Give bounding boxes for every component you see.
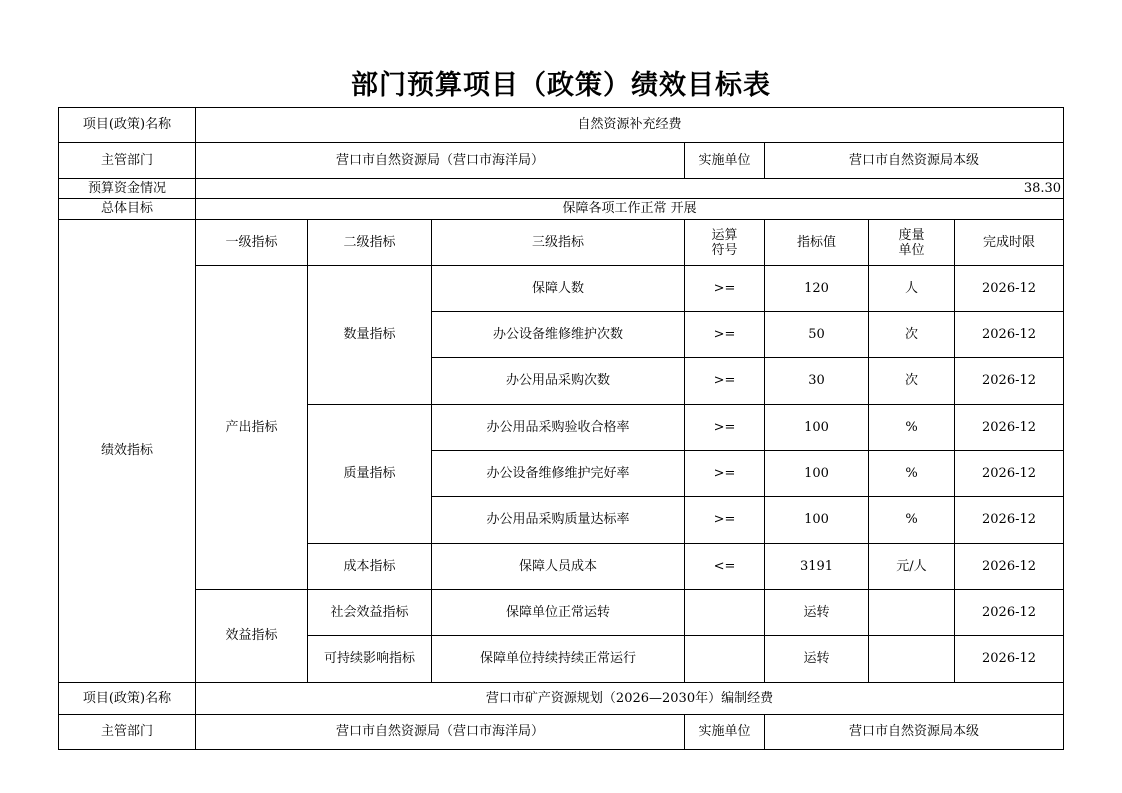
indicator-deadline: 2026-12 xyxy=(955,497,1064,544)
department-label: 主管部门 xyxy=(59,143,196,179)
project-name-label: 项目(政策)名称 xyxy=(59,108,196,143)
project2-name-row xyxy=(59,683,1064,715)
department-value: 营口市自然资源局（营口市海洋局） xyxy=(196,143,685,179)
overall-goal-row xyxy=(59,199,1064,220)
indicator-deadline: 2026-12 xyxy=(955,451,1064,497)
header-level1: 一级指标 xyxy=(196,220,308,266)
group-quality: 质量指标 xyxy=(308,405,432,544)
department-row xyxy=(59,143,1064,179)
project2-implementing-unit-value: 营口市自然资源局本级 xyxy=(765,715,1064,750)
indicator-name: 保障单位持续持续正常运行 xyxy=(432,636,685,683)
budget-label: 预算资金情况 xyxy=(59,179,196,199)
indicator-deadline: 2026-12 xyxy=(955,405,1064,451)
indicator-unit: 元/人 xyxy=(869,544,955,590)
indicator-operator: >= xyxy=(685,405,765,451)
indicator-operator xyxy=(685,636,765,683)
indicator-name: 办公用品采购验收合格率 xyxy=(432,405,685,451)
indicator-unit xyxy=(869,590,955,636)
indicator-name: 办公设备维修维护完好率 xyxy=(432,451,685,497)
header-operator xyxy=(685,220,765,266)
indicator-value: 100 xyxy=(765,451,869,497)
indicator-operator: >= xyxy=(685,497,765,544)
header-measure-unit xyxy=(869,220,955,266)
project-name-value: 自然资源补充经费 xyxy=(196,108,1064,143)
page-title: 部门预算项目（政策）绩效目标表 xyxy=(351,70,771,101)
indicator-operator: <= xyxy=(685,544,765,590)
indicator-name: 办公设备维修维护次数 xyxy=(432,312,685,358)
group-quantity: 数量指标 xyxy=(308,266,432,405)
implementing-unit-value: 营口市自然资源局本级 xyxy=(765,143,1064,179)
performance-target-table xyxy=(58,107,1064,750)
indicator-unit: 次 xyxy=(869,312,955,358)
indicator-deadline: 2026-12 xyxy=(955,544,1064,590)
group-social-benefit: 社会效益指标 xyxy=(308,590,432,636)
project2-name-label: 项目(政策)名称 xyxy=(59,683,196,715)
indicator-name: 办公用品采购次数 xyxy=(432,358,685,405)
project2-implementing-unit-label: 实施单位 xyxy=(685,715,765,750)
header-target-value: 指标值 xyxy=(765,220,869,266)
project2-name-value: 营口市矿产资源规划（2026—2030年）编制经费 xyxy=(196,683,1064,715)
indicator-operator: >= xyxy=(685,358,765,405)
indicator-name: 保障人员成本 xyxy=(432,544,685,590)
indicator-unit: 次 xyxy=(869,358,955,405)
indicator-unit: % xyxy=(869,497,955,544)
header-level2: 二级指标 xyxy=(308,220,432,266)
group-output: 产出指标 xyxy=(196,266,308,590)
indicator-name: 办公用品采购质量达标率 xyxy=(432,497,685,544)
project2-department-value: 营口市自然资源局（营口市海洋局） xyxy=(196,715,685,750)
indicator-value: 30 xyxy=(765,358,869,405)
budget-row xyxy=(59,179,1064,199)
project2-department-label: 主管部门 xyxy=(59,715,196,750)
group-benefit: 效益指标 xyxy=(196,590,308,683)
indicator-unit: % xyxy=(869,451,955,497)
indicator-deadline: 2026-12 xyxy=(955,312,1064,358)
indicator-name: 保障人数 xyxy=(432,266,685,312)
indicator-deadline: 2026-12 xyxy=(955,266,1064,312)
budget-value: 38.30 xyxy=(196,179,1064,199)
indicator-unit: % xyxy=(869,405,955,451)
indicator-header-row xyxy=(59,220,1064,266)
indicator-deadline: 2026-12 xyxy=(955,358,1064,405)
indicator-name: 保障单位正常运转 xyxy=(432,590,685,636)
table-row xyxy=(59,590,1064,636)
indicator-deadline: 2026-12 xyxy=(955,590,1064,636)
indicator-operator: >= xyxy=(685,451,765,497)
indicator-unit: 人 xyxy=(869,266,955,312)
indicator-value: 运转 xyxy=(765,590,869,636)
header-deadline: 完成时限 xyxy=(955,220,1064,266)
table-row xyxy=(59,266,1064,312)
indicator-operator: >= xyxy=(685,266,765,312)
project2-department-row xyxy=(59,715,1064,750)
performance-indicator-label: 绩效指标 xyxy=(59,220,196,683)
indicator-operator xyxy=(685,590,765,636)
indicator-value: 100 xyxy=(765,405,869,451)
indicator-unit xyxy=(869,636,955,683)
indicator-deadline: 2026-12 xyxy=(955,636,1064,683)
indicator-value: 3191 xyxy=(765,544,869,590)
indicator-value: 50 xyxy=(765,312,869,358)
overall-goal-value: 保障各项工作正常 开展 xyxy=(196,199,1064,220)
project-name-row xyxy=(59,108,1064,143)
implementing-unit-label: 实施单位 xyxy=(685,143,765,179)
indicator-operator: >= xyxy=(685,312,765,358)
overall-goal-label: 总体目标 xyxy=(59,199,196,220)
header-measure-unit-text: 度量 单位 xyxy=(898,227,925,258)
indicator-value: 运转 xyxy=(765,636,869,683)
group-sustainable-impact: 可持续影响指标 xyxy=(308,636,432,683)
header-level3: 三级指标 xyxy=(432,220,685,266)
indicator-value: 100 xyxy=(765,497,869,544)
indicator-value: 120 xyxy=(765,266,869,312)
group-cost: 成本指标 xyxy=(308,544,432,590)
header-operator-text: 运算 符号 xyxy=(711,227,738,258)
